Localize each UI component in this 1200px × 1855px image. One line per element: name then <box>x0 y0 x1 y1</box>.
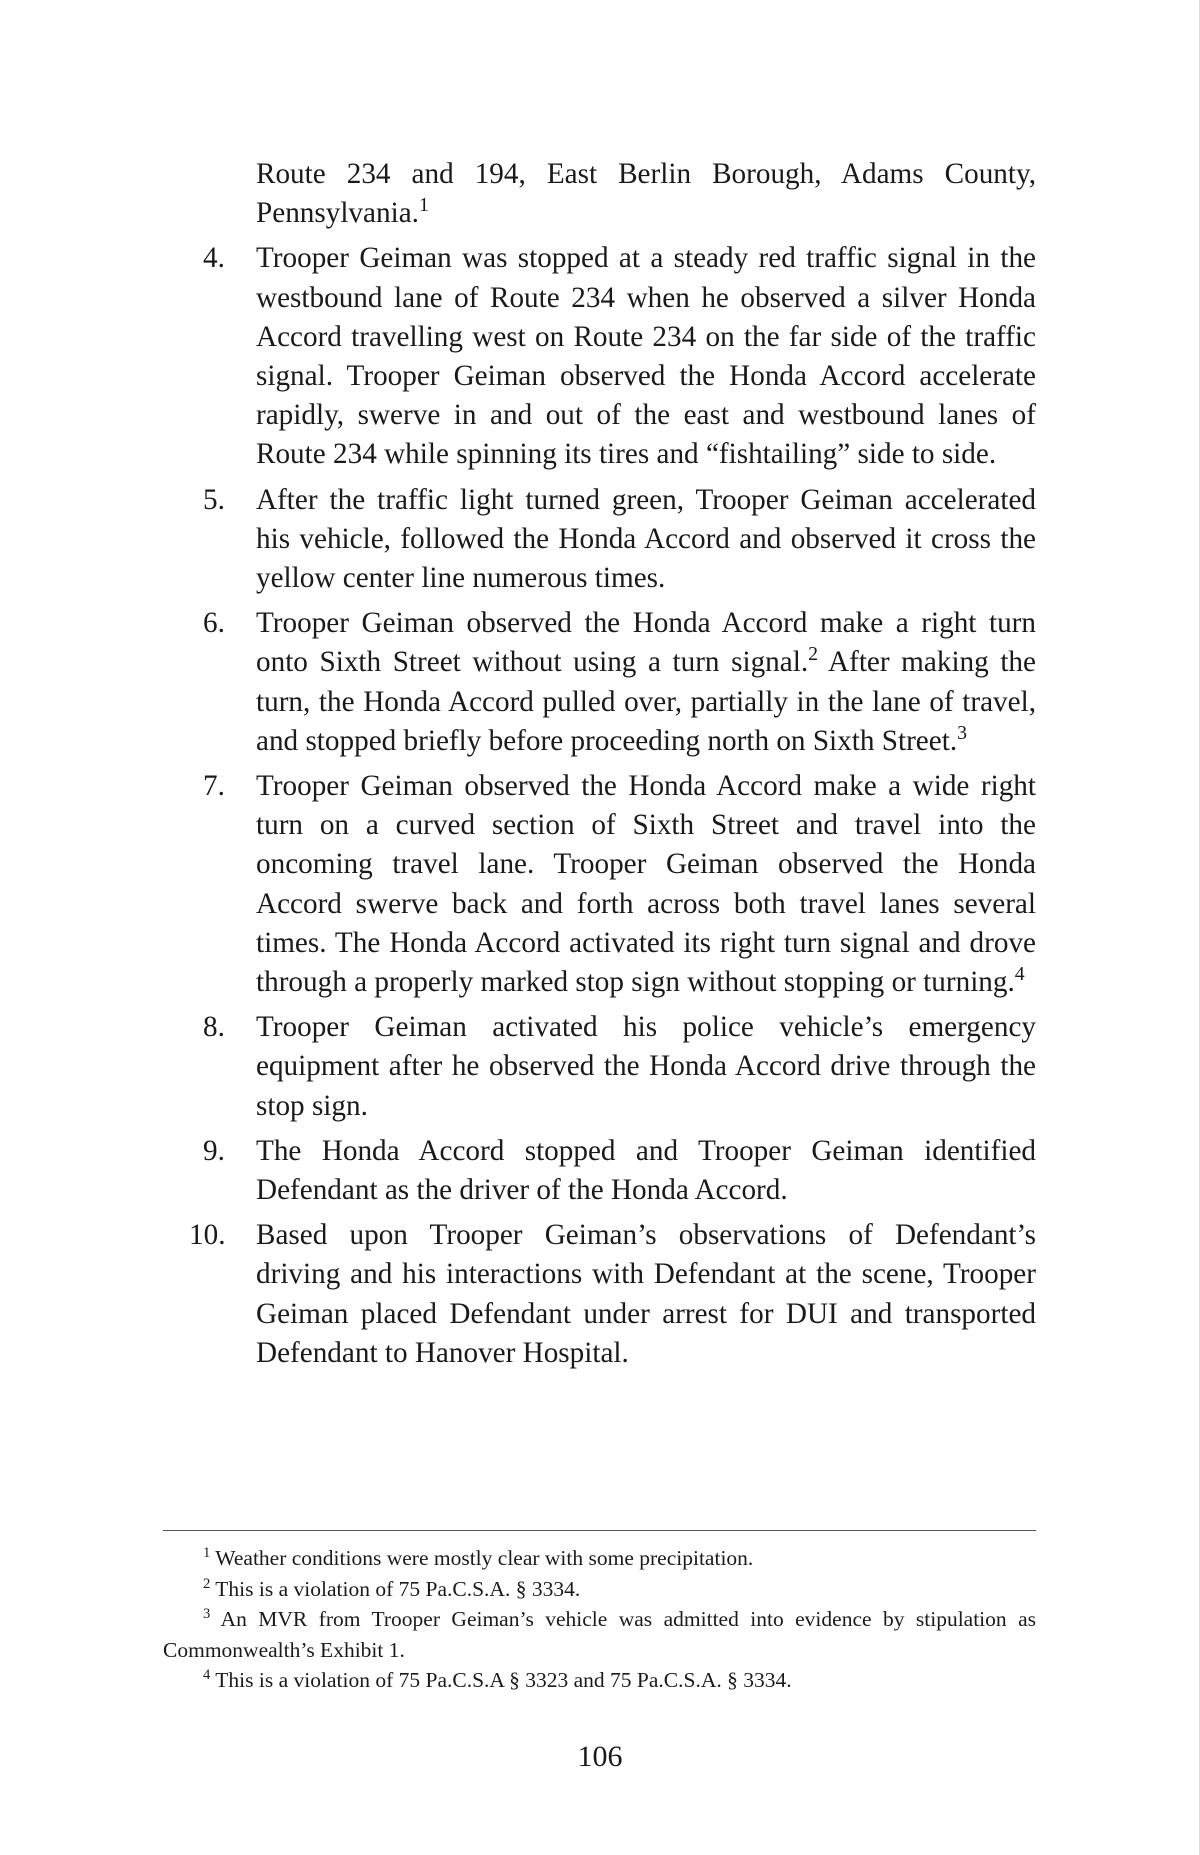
list-item-7 <box>163 767 1036 1002</box>
item-number: 9. <box>203 1134 225 1167</box>
item-text <box>256 604 1036 761</box>
item-text: After the traffic light turned green, Trooper Geiman accelerated his vehicle, followed the Honda Accord and observed it cross the yellow center line numerous times. <box>256 483 1036 595</box>
page-number: 106 <box>577 1740 623 1773</box>
item-text: Based upon Trooper Geiman’s observations of Defendant’s driving and his interactions with Defendant at the scene, Trooper Geiman placed Defendant under arrest for DUI and transported Defendant to Hanover Hospital. <box>256 1219 1036 1369</box>
footnote-divider <box>163 1530 1036 1531</box>
list-item-8 <box>163 1008 1036 1126</box>
footnote-text: An MVR from Trooper Geiman’s vehicle was admitted into evidence by stipulation as Commonwealth’s Exhibit 1. <box>163 1607 1036 1662</box>
item-text-body: Trooper Geiman observed the Honda Accord make a wide right turn on a curved section of Sixth Street and travel into the oncoming travel lane. Trooper Geiman observed the Honda Accord swerve back and forth across both travel lanes several times. The Honda Accord activated its right turn signal and drove through a properly marked stop sign without stopping or turning. <box>256 770 1036 999</box>
item-text-part-a: Trooper Geiman observed the Honda Accord make a right turn onto Sixth Street without using a turn signal. <box>256 607 1036 679</box>
footnote-mark: 2 <box>203 1575 211 1592</box>
footnote-ref-2[interactable]: 2 <box>808 643 819 666</box>
item-number: 5. <box>203 483 225 516</box>
body-text <box>163 155 1036 1373</box>
list-item-10 <box>163 1216 1036 1373</box>
footnote-mark: 4 <box>203 1666 211 1683</box>
item-text <box>256 767 1036 1002</box>
continuation-paragraph <box>256 155 1036 233</box>
item-number: 4. <box>203 242 225 275</box>
footnote-ref-3[interactable]: 3 <box>957 721 968 744</box>
footnotes <box>163 1543 1036 1696</box>
list-item-9 <box>163 1132 1036 1210</box>
footnote-text: This is a violation of 75 Pa.C.S.A § 3323 and 75 Pa.C.S.A. § 3334. <box>210 1668 792 1692</box>
list-item-4 <box>163 239 1036 474</box>
footnote-3 <box>163 1604 1036 1665</box>
item-text: Trooper Geiman activated his police vehicle’s emergency equipment after he observed the Honda Accord drive through the stop sign. <box>256 1011 1036 1122</box>
footnote-text: This is a violation of 75 Pa.C.S.A. § 3334. <box>210 1576 581 1601</box>
continuation-text: Route 234 and 194, East Berlin Borough, Adams County, Pennsylvania. <box>256 158 1036 230</box>
item-number: 7. <box>203 770 225 803</box>
item-text: The Honda Accord stopped and Trooper Geiman identified Defendant as the driver of the Honda Accord. <box>256 1134 1036 1207</box>
footnote-2 <box>163 1574 1036 1605</box>
footnote-ref-1[interactable]: 1 <box>418 194 429 217</box>
footnote-mark: 3 <box>203 1605 211 1622</box>
footnote-text: Weather conditions were mostly clear with some precipitation. <box>210 1546 754 1570</box>
list-item-6 <box>163 604 1036 761</box>
footnote-4 <box>163 1665 1036 1696</box>
item-text-part-b: After making the turn, the Honda Accord pulled over, partially in the lane of travel, and stopped briefly before proceeding north on Sixth Street. <box>256 646 1036 757</box>
item-number: 10. <box>189 1219 226 1252</box>
item-number: 8. <box>203 1011 225 1044</box>
footnote-1 <box>163 1543 1036 1574</box>
item-text: Trooper Geiman was stopped at a steady red traffic signal in the westbound lane of Route 234 when he observed a silver Honda Accord travelling west on Route 234 on the far side of the traffic signal. Trooper Geiman observed the Honda Accord accelerate rapidly, swerve in and out of the east and westbound lanes of Route 234 while spinning its tires and “fishtailing” side to side. <box>256 242 1036 471</box>
footnote-ref-4[interactable]: 4 <box>1014 963 1025 986</box>
list-item-5 <box>163 481 1036 599</box>
item-number: 6. <box>203 607 225 640</box>
footnote-mark: 1 <box>203 1544 211 1561</box>
